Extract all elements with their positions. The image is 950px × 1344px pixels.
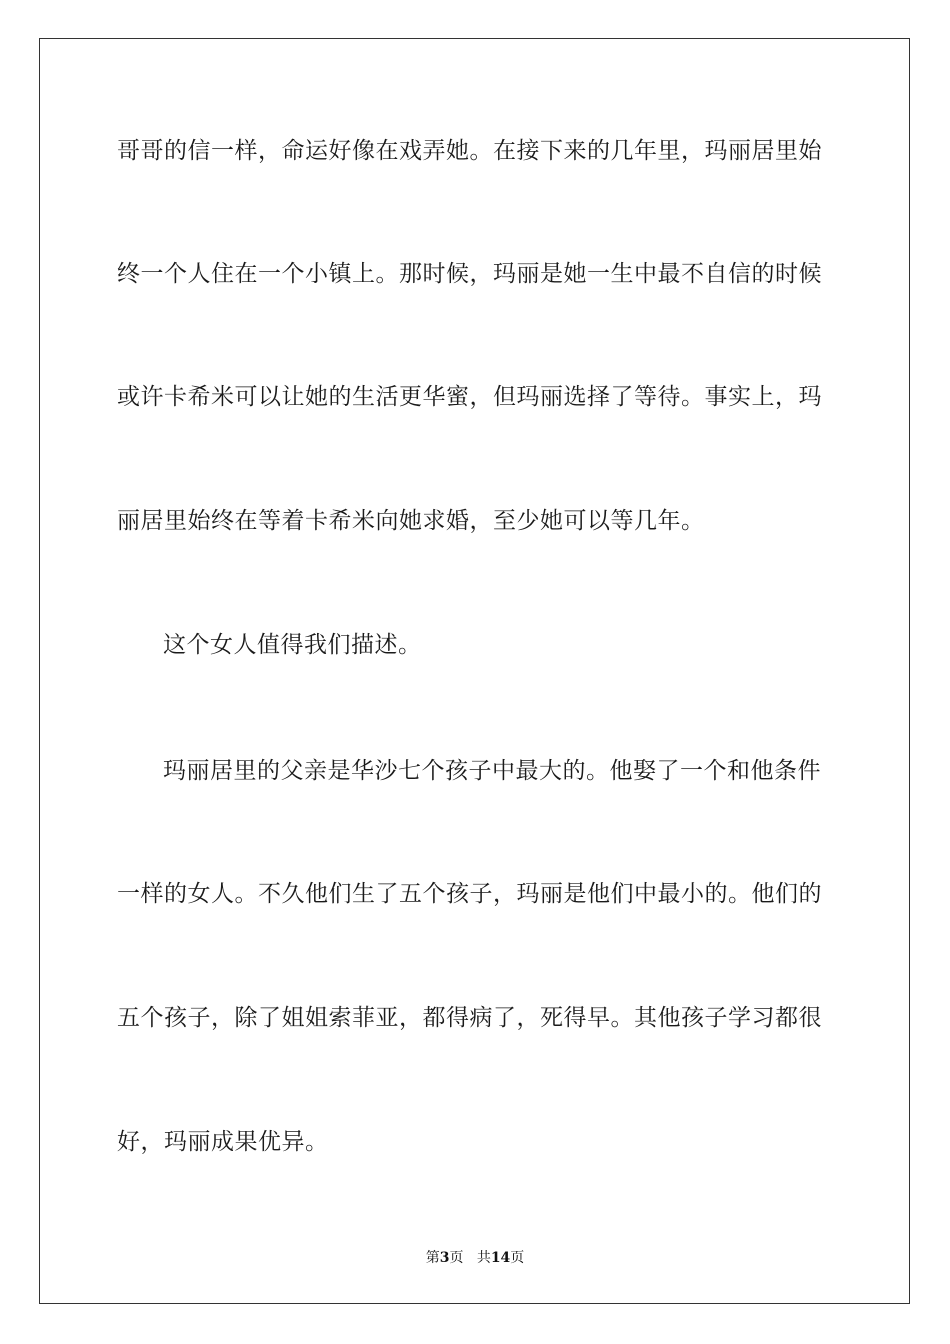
footer-page-prefix: 第 [425, 1250, 440, 1266]
text-line: 丽居里始终在等着卡希米向她求婚，至少她可以等几年。 [117, 508, 705, 534]
text-line: 或许卡希米可以让她的生活更华蜜，但玛丽选择了等待。事实上，玛 [117, 384, 822, 410]
text-line: 好，玛丽成果优异。 [117, 1129, 329, 1155]
page-footer [0, 1247, 950, 1267]
text-line: 哥哥的信一样，命运好像在戏弄她。在接下来的几年里，玛丽居里始 [117, 138, 822, 164]
footer-total-pages: 14 [490, 1250, 511, 1266]
text-line: 玛丽居里的父亲是华沙七个孩子中最大的。他娶了一个和他条件 [163, 758, 821, 784]
text-line: 终一个人住在一个小镇上。那时候，玛丽是她一生中最不自信的时候 [117, 261, 822, 287]
footer-page-number: 3 [439, 1250, 450, 1266]
text-line: 一样的女人。不久他们生了五个孩子，玛丽是他们中最小的。他们的 [117, 881, 822, 907]
text-line: 五个孩子，除了姐姐索菲亚，都得病了，死得早。其他孩子学习都很 [117, 1005, 822, 1031]
footer-page-suffix: 页 [449, 1250, 464, 1266]
page-border [39, 38, 910, 1304]
footer-total-suffix: 页 [510, 1250, 525, 1266]
footer-total-prefix: 共 [476, 1250, 491, 1266]
text-line: 这个女人值得我们描述。 [163, 632, 422, 658]
